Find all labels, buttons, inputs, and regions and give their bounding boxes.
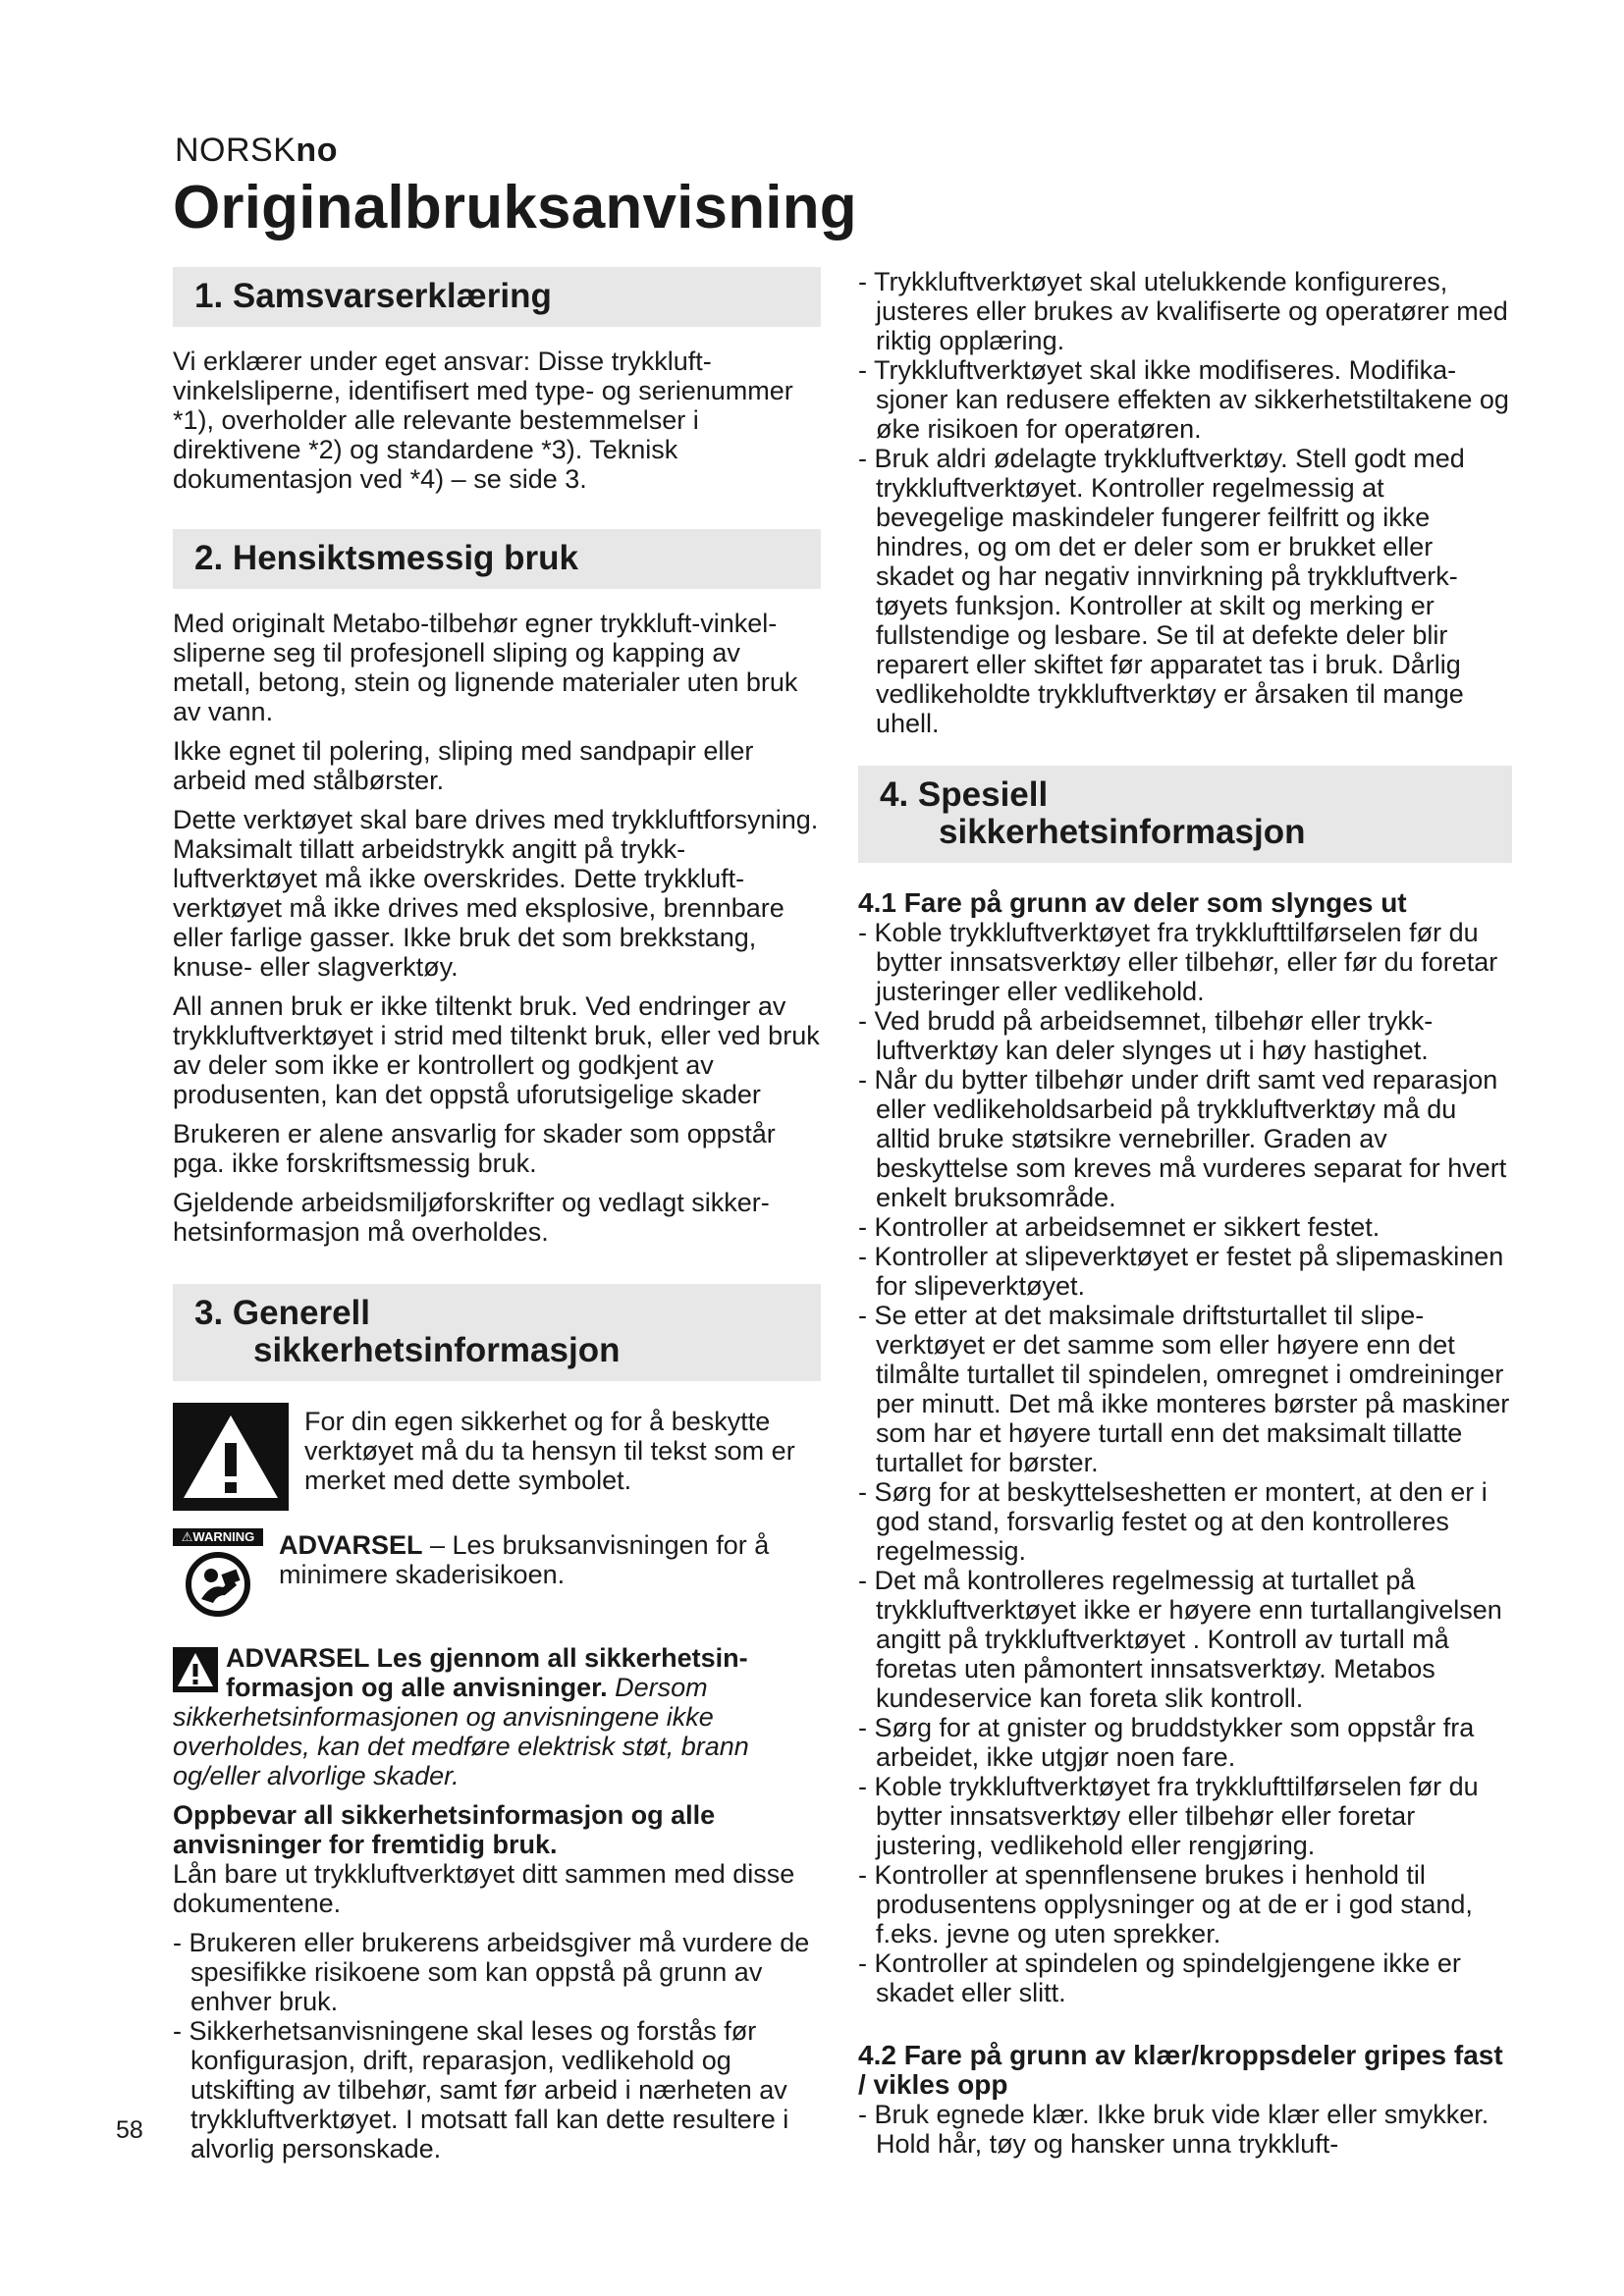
list-item: - Se etter at det maksimale driftsturtallet til slipeverktøyet er det samme som eller høyere enn det tilmålte turtallet til spindelen, omregnet i omdreininger per minutt. Det må ikke monteres børster på maskiner som har et høyere turtall enn det maksimalt tillatte turtallet for børster. <box>858 1301 1512 1477</box>
list-item: - Ved brudd på arbeidsemnet, tilbehør eller trykkluftverktøy kan deler slynges ut i høy hastighet. <box>858 1006 1512 1065</box>
section-4-heading: 4. Spesiell sikkerhetsinformasjon <box>858 766 1512 863</box>
safety-symbol-block <box>173 1403 821 1511</box>
section-2-paragraph: All annen bruk er ikke tiltenkt bruk. Ved endringer av trykkluftverktøyet i strid med tiltenkt bruk, eller ved bruk av deler som ikke er kontrollert og godkjent av produsenten, kan det oppstå uforutsigelige skader <box>173 991 820 1109</box>
list-item: - Kontroller at spennflensene brukes i henhold til produsentens opplysninger og at de er i god stand, f.eks. jevne og uten sprekker. <box>858 1860 1512 1949</box>
section-2-paragraph: Brukeren er alene ansvarlig for skader som oppstår pga. ikke forskriftsmessig bruk. <box>173 1119 776 1178</box>
general-warning <box>173 1643 821 1790</box>
section-1-heading: 1. Samsvarserklæring <box>173 267 821 327</box>
page-title: Originalbruksanvisning <box>173 174 857 241</box>
list-item: - Koble trykkluftverktøyet fra trykklufttilførselen før du bytter innsatsverktøy eller tilbehør eller foretar justering, vedlikehold eller rengjøring. <box>858 1772 1512 1860</box>
list-item: - Sørg for at beskyttelseshetten er montert, at den er i god stand, forsvarlig festet og at den kontrolleres regelmessig. <box>858 1477 1512 1566</box>
list-item: - Sørg for at gnister og bruddstykker som oppstår fra arbeidet, ikke utgjør noen fare. <box>858 1713 1512 1772</box>
list-item: - Bruk egnede klær. Ikke bruk vide klær eller smykker. Hold hår, tøy og hansker unna trykkluft- <box>858 2100 1512 2159</box>
list-item: - Bruk aldri ødelagte trykkluftverktøy. Stell godt med trykkluftverktøyet. Kontroller regelmessig at bevegelige maskindeler fungerer feilfritt og ikke hindres, og om det er deler som er brukket eller skadet og har negativ innvirkning på trykkluftverktøyets funksjon. Kontroller at skilt og merking er fullstendige og lesbare. Se til at defekte deler blir reparert eller skiftet før apparatet tas i bruk. Dårlig vedlikeholdte trykkluftverktøy er årsaken til mange uhell. <box>858 444 1512 738</box>
section-2-heading: 2. Hensiktsmessig bruk <box>173 529 821 589</box>
list-item: - Kontroller at slipeverktøyet er festet på slipemaskinen for slipeverktøyet. <box>858 1242 1512 1301</box>
list-item: - Trykkluftverktøyet skal utelukkende konfigureres, justeres eller brukes av kvalifiserte og operatører med riktig opplæring. <box>858 267 1512 355</box>
list-item: - Brukeren eller brukerens arbeidsgiver må vurdere de spesifikke risikoene som kan oppstå på grunn av enhver bruk. <box>173 1928 821 2016</box>
section-4-2-list <box>858 2100 1512 2159</box>
warning-tag: ⚠WARNING <box>173 1528 263 1546</box>
section-4-1-list <box>858 918 1512 2007</box>
section-3-list-continued <box>858 267 1512 738</box>
section-2-paragraph: Dette verktøyet skal bare drives med trykkluftforsyning. Maksimalt tillatt arbeidstrykk angitt på trykkluftverktøyet må ikke overskrides. Dette trykkluftverktøyet må ikke drives med eksplosive, brennbare eller farlige gasser. Ikke bruk det som brekkstang, knuse- eller slagverktøy. <box>173 805 819 982</box>
list-item: - Sikkerhetsanvisningene skal leses og forstås før konfigurasjon, drift, reparasjon, vedlikehold og utskifting av tilbehør, samt før arbeid i nærheten av trykkluftverktøyet. I motsatt fall kan dette resultere i alvorlig personskade. <box>173 2016 821 2163</box>
section-4-2-heading: 4.2 Fare på grunn av klær/kroppsdeler gripes fast / vikles opp <box>858 2040 1503 2100</box>
list-item: - Trykkluftverktøyet skal ikke modifiseres. Modifikasjoner kan redusere effekten av sikkerhetstiltakene og øke risikoen for operatøren. <box>858 355 1512 444</box>
warning-triangle-icon <box>173 1403 289 1511</box>
page-number: 58 <box>116 2116 143 2144</box>
list-item: - Når du bytter tilbehør under drift samt ved reparasjon eller vedlikeholdsarbeid på trykkluftverktøy må du alltid bruke støtsikre vernebriller. Graden av beskyttelse som kreves må vurderes separat for hvert enkelt bruksområde. <box>858 1065 1512 1212</box>
general-warning-text: ADVARSEL Les gjennom all sikkerhetsinformasjon og alle anvisninger. Dersom sikkerhetsinformasjonen og anvisningene ikke overholdes, kan det medføre elektrisk støt, brann og/eller alvorlige skader. <box>173 1643 749 1790</box>
section-4-1-heading: 4.1 Fare på grunn av deler som slynges ut <box>858 887 1407 918</box>
read-manual-icon <box>173 1528 263 1624</box>
read-manual-warning <box>173 1528 821 1624</box>
section-1-text: Vi erklærer under eget ansvar: Disse trykkluftvinkelsliperne, identifisert med type- og serienummer *1), overholder alle relevante bestemmelser i direktivene *2) og standardene *3). Teknisk dokumentasjon ved *4) – se side 3. <box>173 347 793 494</box>
list-item: - Koble trykkluftverktøyet fra trykklufttilførselen før du bytter innsatsverktøy eller tilbehør, eller før du foretar justeringer eller vedlikehold. <box>858 918 1512 1006</box>
right-column <box>858 267 1512 2159</box>
language-label: NORSKno <box>175 132 338 169</box>
section-2-paragraph: Gjeldende arbeidsmiljøforskrifter og vedlagt sikkerhetsinformasjon må overholdes. <box>173 1188 770 1247</box>
list-item: - Kontroller at arbeidsemnet er sikkert festet. <box>858 1212 1512 1242</box>
safety-symbol-text: For din egen sikkerhet og for å beskytte verktøyet må du ta hensyn til tekst som er merket med dette symbolet. <box>304 1407 795 1495</box>
left-column <box>173 267 821 2163</box>
section-2-paragraph: Med originalt Metabo-tilbehør egner trykkluft-vinkelsliperne seg til profesjonell sliping og kapping av metall, betong, stein og lignende materialer uten bruk av vann. <box>173 609 798 726</box>
keep-instructions-heading: Oppbevar all sikkerhetsinformasjon og alle anvisninger for fremtidig bruk. <box>173 1800 716 1859</box>
list-item: - Kontroller at spindelen og spindelgjengene ikke er skadet eller slitt. <box>858 1949 1512 2007</box>
warning-triangle-icon <box>173 1647 218 1692</box>
section-3-heading: 3. Generell sikkerhetsinformasjon <box>173 1284 821 1381</box>
read-manual-text: ADVARSEL – Les bruksanvisningen for å minimere skaderisikoen. <box>279 1530 770 1589</box>
keep-instructions-text: Lån bare ut trykkluftverktøyet ditt sammen med disse dokumentene. <box>173 1859 795 1918</box>
section-3-list <box>173 1928 821 2163</box>
section-2-paragraph: Ikke egnet til polering, sliping med sandpapir eller arbeid med stålbørster. <box>173 736 754 795</box>
list-item: - Det må kontrolleres regelmessig at turtallet på trykkluftverktøyet ikke er høyere enn turtallangivelsen angitt på trykkluftverktøyet . Kontroll av turtall må foretas uten påmontert innsatsverktøy. Metabos kundeservice kan foreta slik kontroll. <box>858 1566 1512 1713</box>
